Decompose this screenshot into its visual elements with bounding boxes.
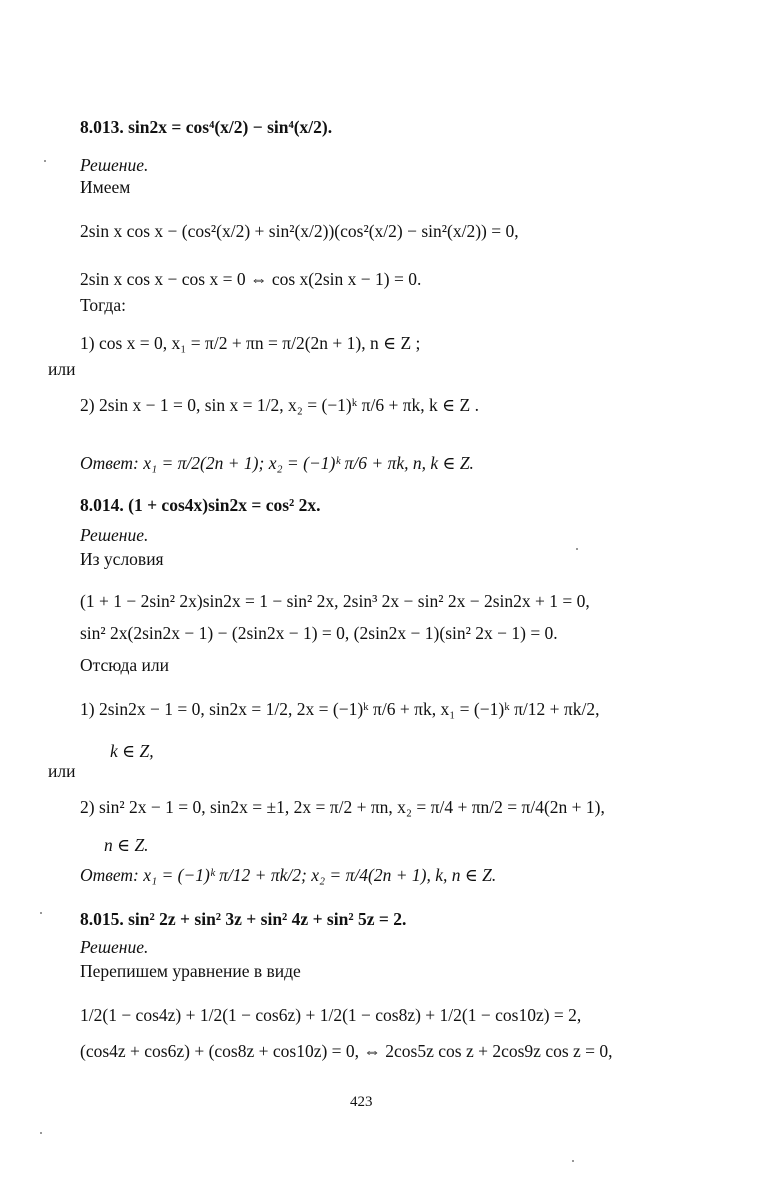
scan-speck — [576, 548, 578, 550]
or-label: или — [48, 761, 76, 781]
scan-speck — [44, 160, 46, 162]
case-continuation: k ∈ Z, — [110, 741, 154, 761]
scan-speck — [572, 1160, 574, 1162]
problem-8015: 8.015. sin² 2z + sin² 3z + sin² 4z + sin² 5z = 2. — [80, 909, 407, 929]
text-line: Отсюда или — [80, 655, 169, 675]
equation-line: 1/2(1 − cos4z) + 1/2(1 − cos6z) + 1/2(1 − cos8z) + 1/2(1 − cos10z) = 2, — [80, 1005, 582, 1025]
problem-8014: 8.014. (1 + cos4x)sin2x = cos² 2x. — [80, 495, 321, 515]
text-line: Из условия — [80, 549, 164, 569]
solution-label: Решение. — [80, 937, 149, 957]
equation-line: sin² 2x(2sin2x − 1) − (2sin2x − 1) = 0, (2sin2x − 1)(sin² 2x − 1) = 0. — [80, 623, 558, 643]
case-line: 1) 2sin2x − 1 = 0, sin2x = 1/2, 2x = (−1)ᵏ π/6 + πk, x₁ = (−1)ᵏ π/12 + πk/2, — [80, 699, 600, 719]
answer-line: Ответ: x₁ = π/2(2n + 1); x₂ = (−1)ᵏ π/6 + πk, n, k ∈ Z. — [80, 453, 474, 473]
case-line: 2) sin² 2x − 1 = 0, sin2x = ±1, 2x = π/2 + πn, x₂ = π/4 + πn/2 = π/4(2n + 1), — [80, 797, 605, 817]
or-label: или — [48, 359, 76, 379]
solution-label: Решение. — [80, 525, 149, 545]
text-line: Имеем — [80, 177, 131, 197]
case-continuation: n ∈ Z. — [104, 835, 149, 855]
text-line: Тогда: — [80, 295, 126, 315]
equation-line: 2sin x cos x − (cos²(x/2) + sin²(x/2))(cos²(x/2) − sin²(x/2)) = 0, — [80, 221, 519, 241]
equation-line: (cos4z + cos6z) + (cos8z + cos10z) = 0, ⇔ 2cos5z cos z + 2cos9z cos z = 0, — [80, 1041, 613, 1061]
solution-label: Решение. — [80, 155, 149, 175]
problem-8013: 8.013. sin2x = cos⁴(x/2) − sin⁴(x/2). — [80, 117, 333, 137]
answer-line: Ответ: x₁ = (−1)ᵏ π/12 + πk/2; x₂ = π/4(2n + 1), k, n ∈ Z. — [80, 865, 497, 885]
text-line: Перепишем уравнение в виде — [80, 961, 301, 981]
case-line: 2) 2sin x − 1 = 0, sin x = 1/2, x₂ = (−1)ᵏ π/6 + πk, k ∈ Z . — [80, 395, 479, 415]
equation-line: 2sin x cos x − cos x = 0 ⇔ cos x(2sin x − 1) = 0. — [80, 269, 422, 289]
scan-speck — [40, 1132, 42, 1134]
case-line: 1) cos x = 0, x₁ = π/2 + πn = π/2(2n + 1), n ∈ Z ; — [80, 333, 421, 353]
scan-speck — [40, 912, 42, 914]
equation-line: (1 + 1 − 2sin² 2x)sin2x = 1 − sin² 2x, 2sin³ 2x − sin² 2x − 2sin2x + 1 = 0, — [80, 591, 590, 611]
page-number: 423 — [350, 1094, 373, 1110]
